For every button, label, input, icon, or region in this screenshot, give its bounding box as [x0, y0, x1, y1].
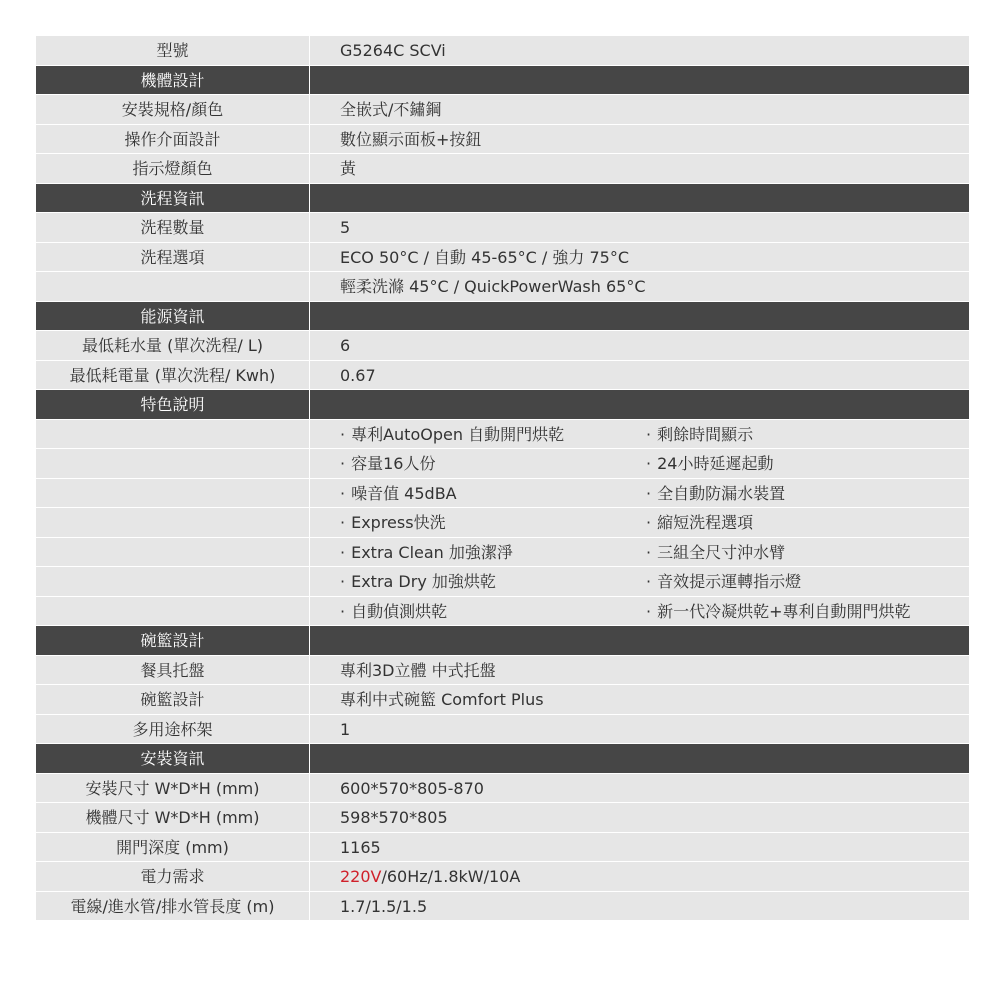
spec-value	[310, 862, 969, 891]
feature-item: · 音效提示運轉指示燈	[646, 567, 952, 596]
spec-value: 數位顯示面板+按鈕	[340, 129, 482, 149]
spec-label: 碗籃設計	[36, 685, 310, 714]
feature-row	[36, 597, 969, 627]
spec-row	[36, 331, 969, 361]
section-title: 安裝資訊	[36, 744, 310, 773]
spec-row	[36, 125, 969, 155]
spec-value: 全嵌式/不鏽鋼	[340, 100, 442, 119]
spec-value: 1.7/1.5/1.5	[340, 896, 428, 916]
spec-label: 開門深度 (mm)	[36, 833, 310, 862]
feature-row	[36, 479, 969, 509]
spec-row	[36, 272, 969, 302]
spec-value: 專利中式碗籃 Comfort Plus	[340, 690, 544, 709]
spec-value: 專利3D立體 中式托盤	[340, 660, 496, 680]
section-title: 特色說明	[36, 390, 310, 419]
cable-row	[36, 892, 969, 922]
feature-item: · 縮短洗程選項	[646, 508, 952, 537]
section-title: 洗程資訊	[36, 184, 310, 213]
feature-item: · Extra Clean 加強潔淨	[340, 538, 646, 567]
section-title: 能源資訊	[36, 302, 310, 331]
spec-value: ECO 50°C / 自動 45-65°C / 強力 75°C	[340, 247, 629, 267]
spec-label: 安裝規格/顏色	[36, 95, 310, 124]
spec-label: 電線/進水管/排水管長度 (m)	[36, 892, 310, 921]
spec-label	[36, 272, 310, 301]
spec-value: 0.67	[340, 365, 376, 385]
spec-value: 輕柔洗滌 45°C / QuickPowerWash 65°C	[340, 277, 646, 296]
spec-label: 洗程選項	[36, 243, 310, 272]
section-header-basket	[36, 626, 969, 656]
spec-label: 最低耗水量 (單次洗程/ L)	[36, 331, 310, 360]
spec-value: 5	[340, 218, 351, 237]
feature-item: · 專利AutoOpen 自動開門烘乾	[340, 420, 646, 449]
spec-label: 安裝尺寸 W*D*H (mm)	[36, 774, 310, 803]
model-row	[36, 36, 969, 66]
spec-row	[36, 715, 969, 745]
spec-value: 598*570*805	[340, 808, 448, 827]
spec-row	[36, 95, 969, 125]
feature-item: · 新一代冷凝烘乾+專利自動開門烘乾	[646, 597, 952, 626]
section-header-body	[36, 66, 969, 96]
spec-table	[36, 36, 969, 921]
spec-label: 多用途杯架	[36, 715, 310, 744]
spec-value: 1165	[340, 837, 381, 857]
spec-value: 6	[340, 336, 351, 355]
section-header-install	[36, 744, 969, 774]
feature-item: · 全自動防漏水裝置	[646, 479, 952, 508]
feature-item: · 三組全尺寸沖水臂	[646, 538, 952, 567]
feature-item: · 剩餘時間顯示	[646, 420, 952, 449]
feature-item: · 24小時延遲起動	[646, 449, 952, 478]
spec-label: 最低耗電量 (單次洗程/ Kwh)	[36, 361, 310, 390]
spec-row	[36, 656, 969, 686]
model-label: 型號	[36, 36, 310, 65]
feature-item: · Express快洗	[340, 508, 646, 537]
spec-row	[36, 774, 969, 804]
section-header-program	[36, 184, 969, 214]
model-value: G5264C SCVi	[340, 41, 446, 60]
spec-row	[36, 361, 969, 391]
spec-value: 600*570*805-870	[340, 778, 484, 798]
spec-label: 洗程數量	[36, 213, 310, 242]
voltage-highlight: 220V	[340, 867, 382, 886]
feature-item: · 噪音值 45dBA	[340, 479, 646, 508]
spec-row	[36, 154, 969, 184]
feature-item: · Extra Dry 加強烘乾	[340, 567, 646, 596]
section-header-energy	[36, 302, 969, 332]
feature-item: · 自動偵測烘乾	[340, 597, 646, 626]
spec-value: 1	[340, 719, 351, 739]
feature-row	[36, 449, 969, 479]
feature-row	[36, 567, 969, 597]
spec-label: 機體尺寸 W*D*H (mm)	[36, 803, 310, 832]
spec-row	[36, 833, 969, 863]
feature-row	[36, 420, 969, 450]
power-row	[36, 862, 969, 892]
spec-row	[36, 243, 969, 273]
feature-item: · 容量16人份	[340, 449, 646, 478]
section-header-features	[36, 390, 969, 420]
spec-label: 餐具托盤	[36, 656, 310, 685]
spec-row	[36, 685, 969, 715]
feature-row	[36, 538, 969, 568]
section-title: 碗籃設計	[36, 626, 310, 655]
spec-row	[36, 803, 969, 833]
spec-row	[36, 213, 969, 243]
spec-label: 電力需求	[36, 862, 310, 891]
spec-value: 黃	[340, 159, 357, 178]
section-title: 機體設計	[36, 66, 310, 95]
spec-label: 操作介面設計	[36, 125, 310, 154]
spec-label: 指示燈顏色	[36, 154, 310, 183]
power-details: /60Hz/1.8kW/10A	[381, 867, 521, 886]
feature-row	[36, 508, 969, 538]
